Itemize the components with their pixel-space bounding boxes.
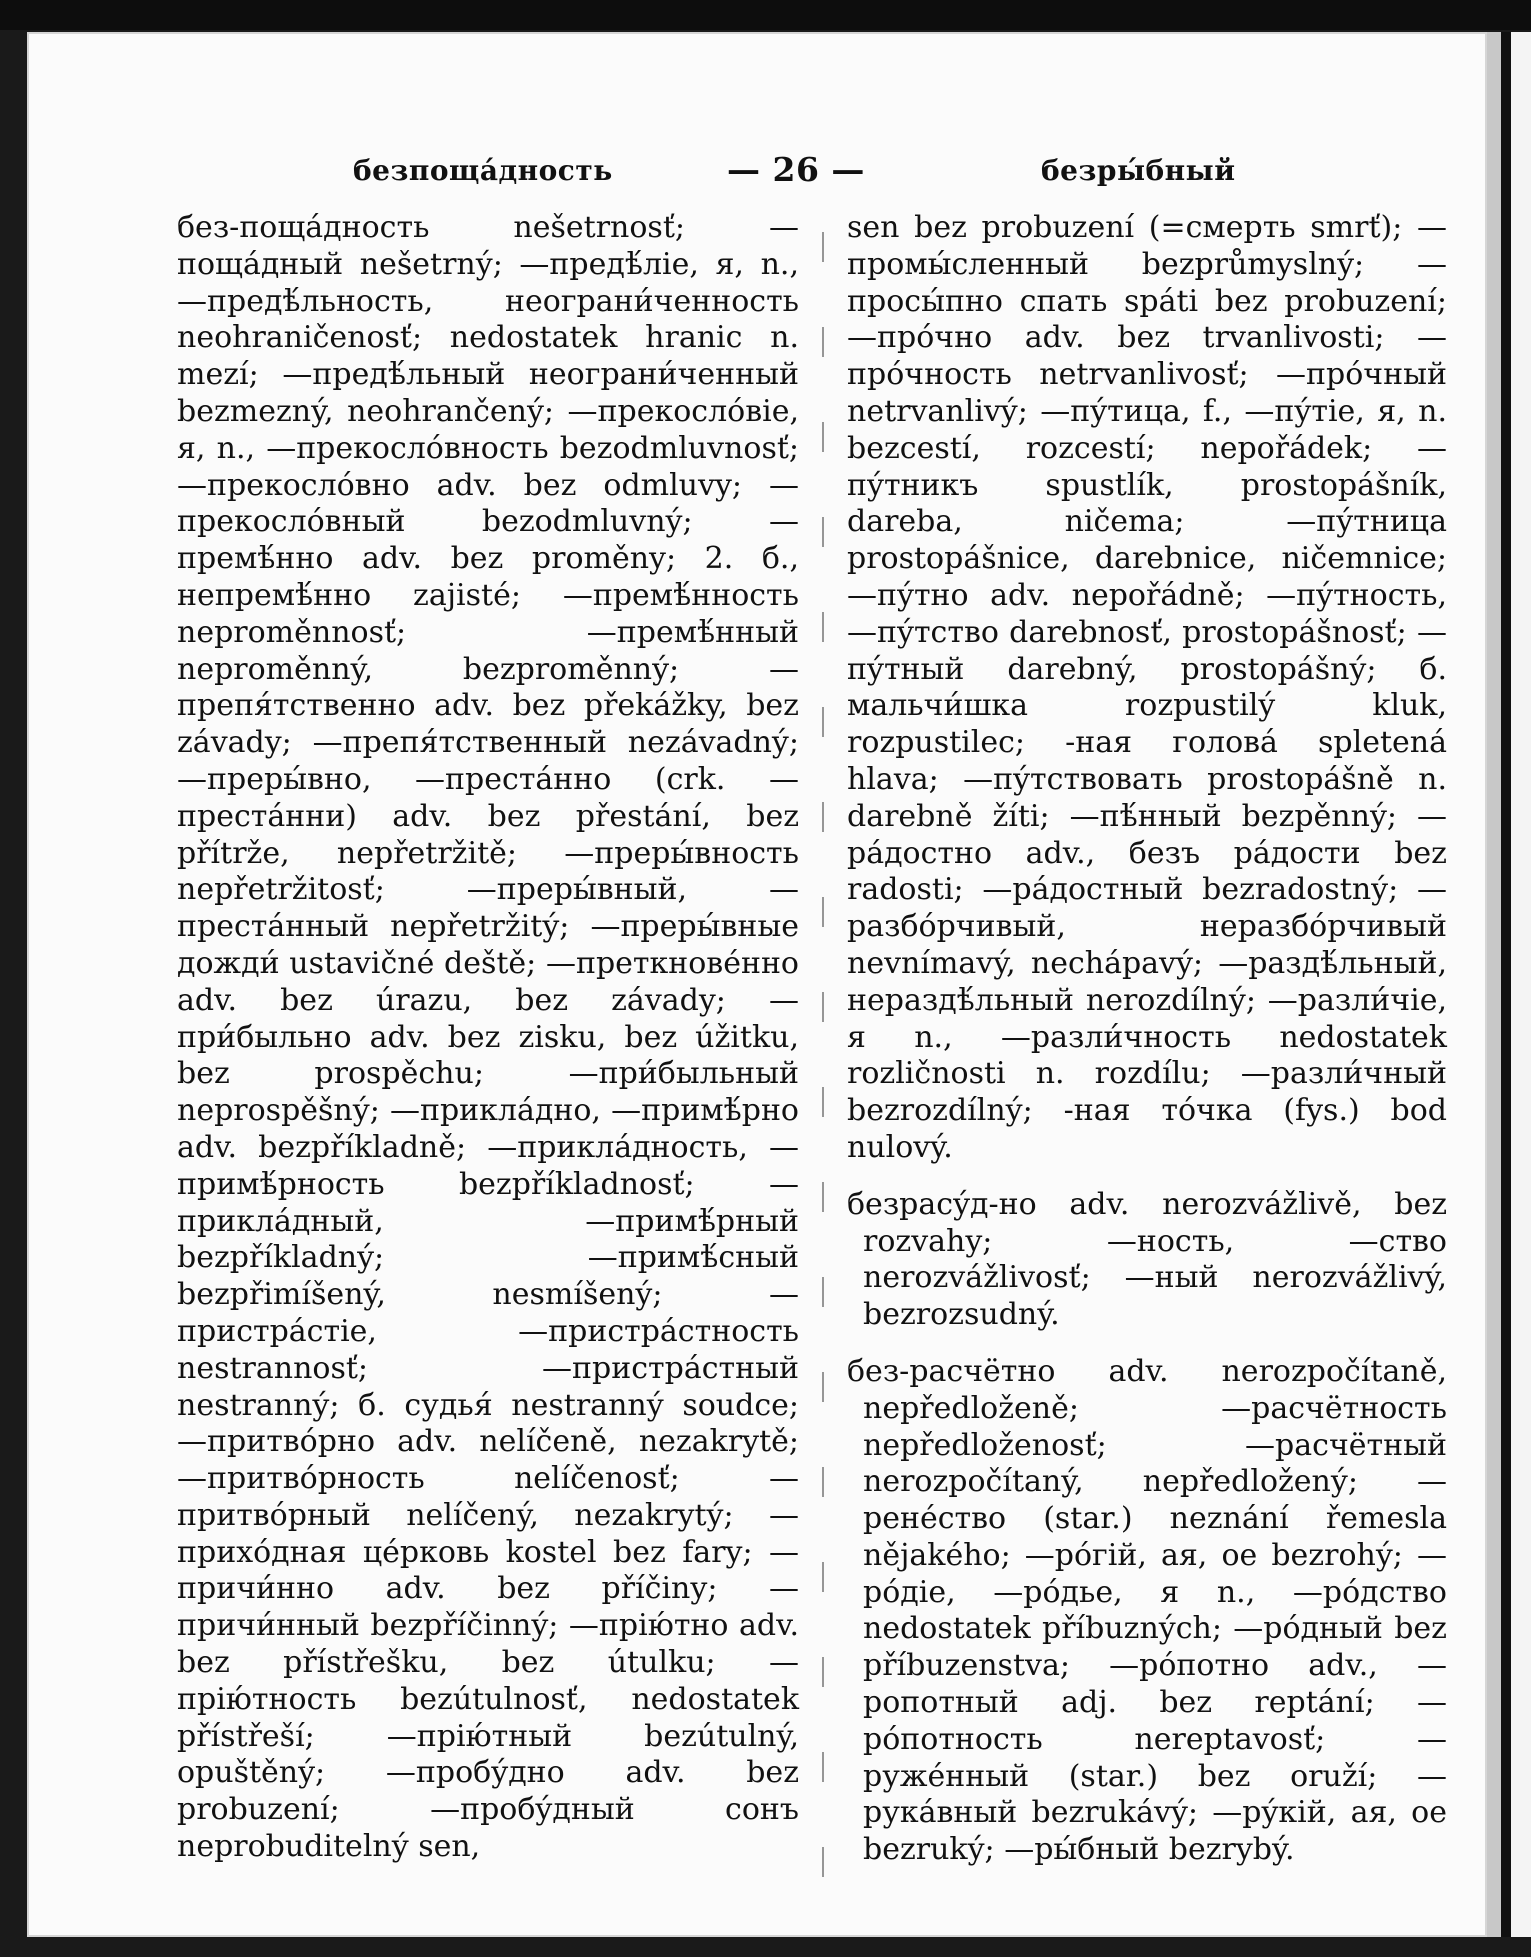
- page-number: — 26 —: [727, 150, 865, 189]
- book-edge: [1501, 32, 1511, 1937]
- page-gutter-shadow: [1487, 32, 1501, 1937]
- dictionary-entry: безрасýд-но adv. nerozvážlivě, bez rozvahy; —ность, —ство nerozvážlivosť; —ный nerozvážlivý, bezrozsudný.: [847, 1186, 1447, 1333]
- right-column: [847, 210, 1447, 1869]
- scan-top-edge: [0, 0, 1531, 30]
- dictionary-entry: sen bez probuzení (=смерть smrť); —промы́сленный bezprůmyslný; —просы́пно спать spáti bez probuzení; —прóчно adv. bez trvanlivosti; —прóчность netrvanlivosť; —прóчный netrvanlivý; —пýтица, f., —пýтie, я, n. bezcestí, rozcestí; nepořádek; —пýтникъ spustlík, prostopášník, dareba, ničema; —пýтница prostopášnice, darebnice, ničemnice; —пýтно adv. nepořádně; —пýтность, —пýтство darebnosť, prostopášnosť; —пýтный darebný, prostopášný; б. мальчи́шка rozpustilý kluk, rozpustilec; -ная головá spletená hlava; —пýтствовать prostopášně n. darebně žíti; —пѣ́нный bezpěnný; —рáдостно adv., безъ рáдости bez radosti; —рáдостный bezradostný; —разбóрчивый, неразбóрчивый nevnímavý, nechápavý; —раздѣ́льный, нераздѣ́льный nerozdílný; —разли́чie, я n., —разли́чность nedostatek rozličnosti n. rozdílu; —разли́чный bezrozdílný; -ная тóчка (fys.) bod nulový.: [847, 210, 1447, 1165]
- header-left-headword: безпощáдность: [353, 154, 613, 187]
- column-divider: [822, 232, 824, 1932]
- header-right-headword: безры́бный: [1041, 154, 1236, 187]
- adjacent-page-edge: [1487, 32, 1531, 1937]
- dictionary-page: [27, 32, 1487, 1937]
- running-header: [27, 144, 1487, 194]
- dictionary-entry: без-расчётно adv. nerozpočítaně, nepředloženě; —расчётность nepředloženosť; —расчётный nerozpočítaný, nepředložený; —ренéство (star.) neznání řemesla nějakého; —рóгiй, ая, ое bezrohý; —рóдie, —рóдье, я n., —рóдство nedostatek příbuzných; —рóдный bez příbuzenstva; —рóпотно adv., —ропотный adj. bez reptání; —рóпотность nereptavosť; —ружéнный (star.) bez oruží; —рукáвный bezrukávý; —рýкiй, ая, ое bezruký; —ры́бный bezrybý.: [847, 1353, 1447, 1868]
- left-column: [177, 210, 799, 1866]
- dictionary-entry: без-пощáдность nešetrnosť; —пощáдный nešetrný; —предѣ́лie, я, n., —предѣ́льность, неограни́ченность neohraničenosť; nedostatek hranic n. mezí; —предѣ́льный неограни́ченный bezmezný, neohrančený; —прекослóвie, я, n., —прекослóвность bezodmluvnosť; —прекослóвно adv. bez odmluvy; —прекослóвный bezodmluvný; —премѣ́нно adv. bez proměny; 2. б., непремѣ́нно zajisté; —премѣ́нность neproměnnosť; —премѣ́нный neproměnný, bezproměnný; —препя́тственно adv. bez překážky, bez závady; —препя́тственный nezávadný; —преры́вно, —престáнно (crk. —престáнни) adv. bez přestání, bez přítrže, nepřetržitě; —преры́вность nepřetržitosť; —преры́вный, —престáнный nepřetržitý; —преры́вные дожди́ ustavičné deště; —преткновéнно adv. bez úrazu, bez závady; —при́быльно adv. bez zisku, bez úžitku, bez prospěchu; —при́быльный neprospěšný; —приклáдно, —примѣ́рно adv. bezpříkladně; —приклáдность, —примѣ́рность bezpříkladnosť; —приклáдный, —примѣ́рный bezpříkladný; —примѣ́сный bezpřimíšený, nesmíšený; —пристрáстie, —пристрáстность nestrannosť; —пристрáстный nestranný; б. судья́ nestranný soudce; —притвóрно adv. nelíčeně, nezakrytě; —притвóрность nelíčenosť; —притвóрный nelíčený, nezakrytý; —прихóдная цéрковь kostel bez fary; —причи́нно adv. bez příčiny; —причи́нный bezpříčinný; —прiю́тно adv. bez přístřešku, bez útulku; —прiю́тность bezútulnosť, nedostatek přístřeší; —прiю́тный bezútulný, opuštěný; —пробýдно adv. bez probuzení; —пробýдный сонъ neprobuditelný sen,: [177, 210, 799, 1865]
